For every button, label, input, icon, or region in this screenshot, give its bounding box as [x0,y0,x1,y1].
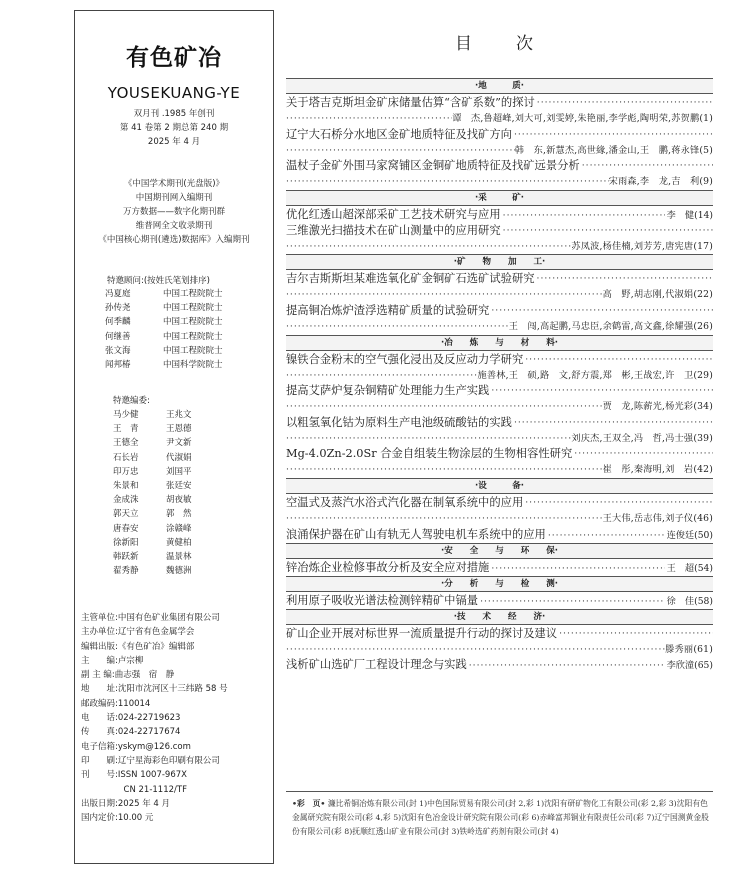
article-author-row [286,642,713,658]
toc-section [286,335,713,478]
toc-section [286,478,713,543]
advisor-row: 闻邦椿 中国科学院院士 [105,360,223,371]
toc-entry [286,303,713,335]
article-authors: 宋雨森,李 龙,吉 利 [608,176,700,188]
article-author-row [286,462,713,478]
article-author-row [286,239,713,255]
dot-leader [286,642,665,658]
section-heading: ·安 全 与 环 保· [286,543,713,559]
pub-info-line: 第 41 卷第 2 期总第 240 期 [119,123,229,133]
editor-row: 韩跃新 温景林 [113,552,192,563]
pub-info-line: 2025 年 4 月 [147,137,201,147]
contact-label: 地 址: [81,684,118,695]
contact-value: ISSN 1007-967X [117,770,187,781]
section-heading: ·技 术 经 济· [286,609,713,625]
contact-value: 辽宁省有色金属学会 [117,627,195,638]
section-heading: ·采 矿· [286,190,713,206]
article-authors: 崔 彤,秦海明,刘 岩 [602,464,694,476]
article-page: (58) [694,595,713,607]
toc-section [286,78,713,190]
advisor-row: 孙传尧 中国工程院院士 [105,303,223,314]
article-title: 关于塔吉克斯坦金矿床储量估算“含矿系数”的探讨 [286,96,535,109]
section-heading: ·分 析 与 检 测· [286,576,713,592]
toc-entry-row [286,207,713,223]
article-authors: 高 野,胡志刚,代淑娟 [602,289,694,301]
dot-leader [469,660,665,671]
article-title-row [286,626,713,642]
article-author-row [286,143,713,159]
toc-entry [286,593,713,609]
article-author-row [286,431,713,447]
dot-leader [491,383,713,399]
toc-section [286,190,713,255]
article-author-row [286,111,713,127]
editor-row: 郭天立 郭 然 [113,509,192,520]
article-authors: 李 健 [666,209,695,221]
toc-entry [286,626,713,658]
article-authors: 王 闯,高起鹏,马忠臣,余鹤雷,高文鑫,徐耀强 [508,320,694,332]
contact-row [81,711,273,725]
toc-entry-row [286,527,713,543]
toc-entry [286,527,713,543]
article-page: (61) [693,643,713,655]
article-title: 辽宁大石桥分水地区金矿地质特征及找矿方向 [286,127,512,141]
contact-value: 024-22717674 [117,727,181,738]
article-page: (65) [694,660,713,672]
editor-row: 金成洙 胡夜敏 [113,495,192,506]
dot-leader [548,530,665,541]
contact-value: yskym@126.com [117,741,191,752]
pub-info-line: 双月刊 .1985 年创刊 [133,109,215,119]
contact-row [81,740,273,754]
article-title-row [286,127,713,143]
journal-pinyin-name: YOUSEKUANG-YE [107,84,241,102]
toc-entry [286,95,713,127]
contact-value: 卢宗柳 [117,655,144,666]
editors-list [113,394,263,578]
article-title: 以粗氢氧化钴为原料生产电池级硫酸钴的实践 [286,415,512,429]
contact-label: 出版日期: [81,798,118,809]
indexing-list [75,177,273,247]
contact-value: 中国有色矿业集团有限公司 [117,613,220,623]
article-title: 吉尔吉斯斯坦某难选氧化矿金铜矿石选矿试验研究 [286,272,535,286]
dot-leader [491,303,713,319]
contact-label: 电 话: [81,713,118,724]
article-title-row [286,223,713,239]
color-pages-text: 濂比希铜冶炼有限公司(封 1)中色国际贸易有限公司(封 2,彩 1)沈阳有研矿物化工有限公司(彩 2,彩 3)沈阳有色金属研究院有限公司(彩 4,彩 5)沈阳有色冶金设计研究院有限公司(彩 6)赤峰富邦铜业有限责任公司(彩 7)辽宁国测黄金股份有限公司(彩 8)抚顺红透山矿业有限公司(封 3)铁岭选矿药剂有限公司(封 4) [292,799,709,836]
indexing-line: 中国期刊网入编期刊 [135,193,213,203]
article-title: 矿山企业开展对标世界一流质量提升行动的探讨及建议 [286,626,558,640]
color-pages-label: •彩 页• [292,799,326,808]
article-authors: 连俊廷 [666,529,695,541]
toc-section [286,254,713,334]
article-authors: 韩 东,新慧杰,高世緣,潘金山,王 鹏,蒋永锋 [514,144,700,156]
dot-leader [286,111,452,127]
toc-entry [286,560,713,576]
dot-leader [286,462,603,478]
toc-entry [286,446,713,478]
contact-label: 主办单位: [81,627,118,638]
dot-leader [286,239,571,255]
article-title-row [286,446,713,462]
article-title-row [286,415,713,431]
article-title: 浪涌保护器在矿山有轨无人驾驶电机车系统中的应用 [286,527,546,541]
toc-entry [286,383,713,415]
indexing-line: 万方数据——数字化期刊群 [122,207,225,217]
toc-entry-row [286,560,713,576]
article-title: 提高铜冶炼炉渣浮选精矿质量的试验研究 [286,303,490,317]
contact-label: 主 编: [81,655,118,666]
contact-label: 国内定价: [81,813,118,824]
journal-info-panel [74,10,274,864]
contact-label: 传 真: [81,727,118,738]
divider [286,791,713,792]
dot-leader [491,563,664,574]
advisor-row: 何季麟 中国工程院院士 [105,317,223,328]
contact-row [81,783,273,797]
contact-label: 邮政编码: [81,698,118,709]
dot-leader [537,271,713,287]
contact-label [81,783,124,797]
article-authors: 施善林,王 硕,路 文,舒方震,郑 彬,王战宏,许 卫 [477,369,694,381]
article-page: (17) [693,240,713,252]
article-author-row [286,287,713,303]
article-authors: 苏凤波,杨佳楠,刘芳芳,唐宪唐 [571,240,694,252]
article-page: (50) [694,529,713,541]
article-title-row [286,303,713,319]
contact-row [81,811,273,825]
contact-value: 2025 年 4 月 [117,798,171,809]
contact-label: 印 刷: [81,755,118,766]
contact-value: 辽宁星海彩色印刷有限公司 [117,755,220,766]
publication-info [75,107,273,149]
article-title: 利用原子吸收光谱法检测锌精矿中镉量 [286,593,479,607]
contact-row [81,697,273,711]
article-title-row [286,383,713,399]
indexing-line: 《中国学术期刊(光盘版)》 [123,179,225,189]
contact-label: 刊 号: [81,770,118,781]
article-title-row [286,271,713,287]
article-page: (1) [699,113,713,124]
article-author-row [286,174,713,190]
article-page: (46) [693,512,713,524]
masthead-contacts [81,611,273,825]
contact-value: 沈阳市沈河区十三纬路 58 号 [117,684,228,695]
article-page: (54) [694,562,713,574]
article-page: (22) [693,289,713,301]
contact-label: 副 主 编: [81,670,115,681]
article-title-row [286,495,713,511]
article-title: 三维激光扫描技术在矿山测量中的应用研究 [286,223,501,237]
article-authors: 刘庆杰,王双全,冯 哲,冯士强 [571,432,694,444]
toc-entry [286,657,713,673]
article-page: (26) [693,320,713,332]
editor-row: 石长岩 代淑娟 [113,452,192,463]
dot-leader [559,626,713,642]
contact-value: CN 21-1112/TF [123,784,187,795]
advisor-row: 张文海 中国工程院院士 [105,345,223,356]
indexing-line: 《中国核心期刊(遴选)数据库》入编期刊 [98,235,250,245]
article-title: 镍铁合金粉末的空气强化浸出及反应动力学研究 [286,352,524,366]
toc-entry [286,207,713,223]
dot-leader [503,210,665,221]
toc-section [286,576,713,609]
contact-value: 110014 [117,698,151,709]
editor-row: 翟秀静 魏德洲 [113,566,192,577]
section-heading: ·矿 物 加 工· [286,254,713,270]
article-title: 提高艾萨炉复杂铜精矿处理能力生产实践 [286,384,490,398]
contact-row [81,625,273,639]
article-author-row [286,319,713,335]
toc-entry [286,415,713,447]
article-page: (9) [699,176,713,188]
article-author-row [286,511,713,527]
article-page: (5) [699,144,713,156]
dot-leader [574,446,713,462]
toc-title: 目次 [455,34,577,54]
contact-row [81,611,273,625]
contact-row [81,797,273,811]
article-title: 浅析矿山选矿厂工程设计理念与实践 [286,658,467,672]
contact-label: 编辑出版: [81,641,118,652]
editors-heading: 特邀编委: [113,396,150,406]
color-pages-note [292,797,712,839]
article-page: (29) [693,369,713,381]
dot-leader [537,95,713,111]
dot-leader [525,352,713,368]
section-heading: ·冶 炼 与 材 料· [286,335,713,351]
dot-leader [525,495,713,511]
article-title: 温杖子金矿外围马家窝铺区金铜矿地质特征及找矿远景分析 [286,159,580,173]
editor-row: 王德全 尹文新 [113,438,192,449]
toc-section [286,609,713,674]
contact-row [81,682,273,696]
dot-leader [286,368,477,384]
article-page: (42) [693,464,713,476]
contact-row [81,754,273,768]
toc-entry [286,495,713,527]
contact-value: 《有色矿冶》编辑部 [117,641,195,652]
article-authors: 贾 龙,陈薪光,杨光彩 [602,401,694,413]
section-heading: ·地 质· [286,78,713,94]
dot-leader [286,511,603,527]
contact-label: 主管单位: [81,613,118,623]
dot-leader [286,287,603,303]
contact-row [81,725,273,739]
article-title-row [286,158,713,174]
dot-leader [286,143,515,159]
toc-entry [286,223,713,255]
article-title: 优化红透山超深部采矿工艺技术研究与应用 [286,207,501,221]
dot-leader [286,399,603,415]
indexing-line: 维普网全文收录期刊 [135,221,213,231]
table-of-contents [286,78,713,673]
article-title: 锌冶炼企业检修事故分析及安全应对措施 [286,560,490,574]
article-authors: 徐 佳 [666,595,695,607]
dot-leader [480,596,665,607]
editor-row: 印万忠 刘国平 [113,466,192,477]
contact-value: 10.00 元 [117,813,154,824]
toc-entry [286,271,713,303]
toc-entry-row [286,657,713,673]
toc-entry [286,352,713,384]
journal-logo: 有色矿冶 [126,45,222,71]
dot-leader [286,431,571,447]
article-authors: 李欣潼 [666,660,695,672]
editor-row: 王 青 王恩德 [113,424,192,435]
contact-value: 曲志强 宿 静 [114,670,175,681]
advisors-list [105,274,270,372]
editor-row: 唐春安 涂赣峰 [113,523,192,534]
advisors-heading: 特邀顾问:(按姓氏笔划排序) [107,276,210,286]
section-heading: ·设 备· [286,478,713,494]
article-title: 空温式及蒸汽水浴式汽化器在制氧系统中的应用 [286,495,524,509]
toc-entry [286,127,713,159]
advisor-row: 何继善 中国工程院院士 [105,331,223,342]
dot-leader [286,319,509,335]
article-page: (39) [693,432,713,444]
contact-row [81,640,273,654]
article-page: (34) [693,401,713,413]
article-title-row [286,95,713,111]
article-author-row [286,399,713,415]
article-authors: 王 超 [666,562,695,574]
dot-leader [503,223,713,239]
editor-row: 朱景和 张廷安 [113,481,192,492]
article-page: (14) [694,209,713,221]
dot-leader [582,158,713,174]
toc-entry [286,158,713,190]
editor-row: 徐新阳 黄健柏 [113,537,192,548]
contact-row [81,668,273,682]
editor-row: 马少健 王兆文 [113,410,192,420]
article-authors: 王大伟,岳志伟,刘子仪 [602,512,694,524]
contact-value: 024-22719623 [117,713,181,724]
advisor-row: 冯夏庭 中国工程院院士 [105,289,223,299]
toc-section [286,543,713,576]
contact-label: 电子信箱: [81,741,118,752]
dot-leader [514,127,713,143]
contact-row [81,654,273,668]
article-title-row [286,352,713,368]
article-authors: 谭 杰,鲁超峰,刘大可,刘雯婷,朱艳丽,李学彪,陶明荣,苏贺鹏 [452,113,700,124]
article-authors: 滕秀丽 [665,643,694,655]
dot-leader [286,174,609,190]
dot-leader [514,415,713,431]
contact-row [81,768,273,782]
article-author-row [286,368,713,384]
toc-entry-row [286,593,713,609]
article-title: Mg-4.0Zn-2.0Sr 合金自组装生物涂层的生物相容性研究 [286,447,573,461]
